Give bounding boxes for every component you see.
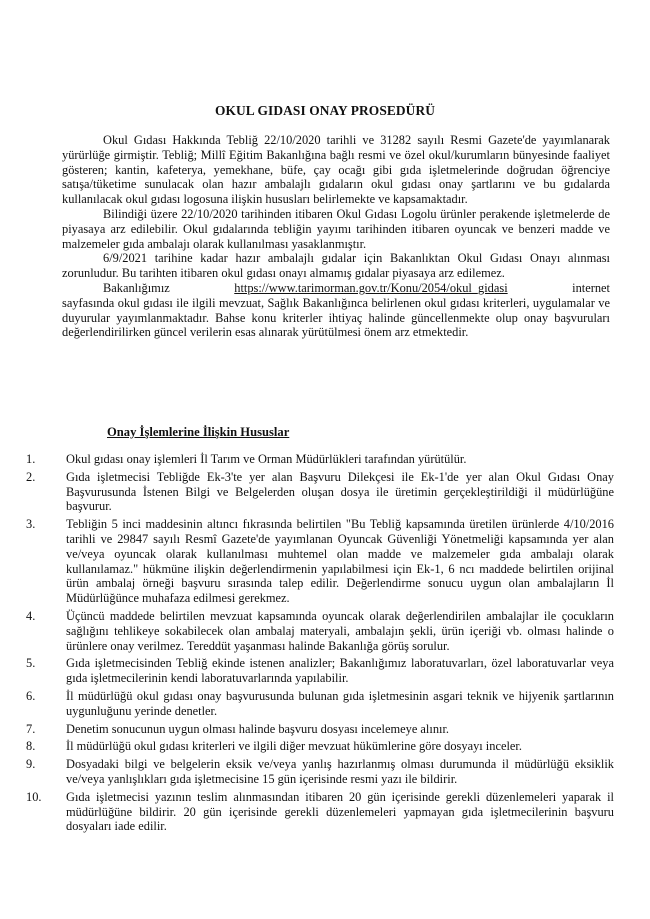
link-paragraph-rest: sayfasında okul gıdası ile ilgili mevzuat, Sağlık Bakanlığınca belirlenen okul gıdası kriterleri, uygulamalar ve duyurular yayımlanmaktadır. Bahse konu kriterler ihtiyaç halinde güncellenmekte olup onay başvuruları değerlendirilirken güncel verilerin esas alınarak yürütülmesi önem arz etmektedir. (62, 295, 610, 340)
list-item-text: İl müdürlüğü okul gıdası onay başvurusunda bulunan gıda işletmesinin asgari teknik ve hijyenik şartlarının uygunluğunu yerinde denetler. (66, 688, 614, 718)
list-item-number: 8. (26, 739, 36, 754)
list-item-text: Dosyadaki bilgi ve belgelerin eksik ve/veya yanlış hazırlanmış olması durumunda il müdürlüğü eksiklik ve/veya yanlışlıkları gıda işletmecisine 15 gün içerisinde resmi yazı ile bildirir. (66, 757, 614, 786)
website-link[interactable]: https://www.tarimorman.gov.tr/Konu/2054/okul_gidasi (234, 280, 508, 295)
list-item (26, 609, 614, 653)
list-item (26, 452, 614, 467)
list-item-number: 1. (26, 452, 36, 466)
list-item-text: Gıda işletmecisi Tebliğde Ek-3'te yer alan Başvuru Dilekçesi ile Ek-1'de yer alan Okul Gıdası Onay Başvurusunda İstenen Bilgi ve Belgelerden oluşan dosya ile üretimin gerçekleştirildiği il müdürlüğüne başvurur. (66, 469, 614, 514)
list-item (26, 517, 614, 606)
list-item-text: Gıda işletmecisinden Tebliğ ekinde istenen analizler; Bakanlığımız laboratuvarları, özel laboratuvarlar veya gıda işletmecilerinin kendi laboratuvarlarında yapılabilir. (66, 656, 614, 686)
intro-paragraph: Okul Gıdası Hakkında Tebliğ 22/10/2020 tarihli ve 31282 sayılı Resmi Gazete'de yayımlanarak yürürlüğe girmiştir. Tebliğ; Millî Eğitim Bakanlığına bağlı resmi ve özel okul/kurumların bünyesinde faaliyet gösteren; kantin, kafeterya, yemekhane, büfe, çay ocağı gibi gıda işletmelerinde doğrudan öğrenciye satışa/tüketime sunulacak olan hazır ambalajlı gıdaların okul gıdası onay şartlarını ve bu gıdalarda kullanılacak okul gıdası logosuna ilişkin hususları belirlemekte ve kapsamaktadır. (62, 133, 610, 207)
list-item-text: Tebliğin 5 inci maddesinin altıncı fıkrasında belirtilen "Bu Tebliğ kapsamında üretilen ürünlerde 4/10/2016 tarihli ve 29847 sayılı Resmî Gazete'de yayımlanan Oyuncak Güvenliği Yönetmeliği kapsamında yer alan ve/veya oyuncak olarak kullanılması muhtemel olan madde ve malzemeler gıda ambalajı olarak kullanılamaz." hükmüne ilişkin değerlendirmenin yapılabilmesi için Ek-1, 6 ncı maddede belirtilen orijinal ürün ambalaj örneği başvuru sırasında talep edilir. Değerlendirme sonucu uygun olan ambalajların İl Müdürlüğünce muhafaza edilmesi gerekmez. (66, 517, 614, 606)
list-item (26, 656, 614, 686)
link-lead-text: Bakanlığımız (103, 280, 170, 295)
list-item-number: 6. (26, 688, 36, 703)
list-item-number: 2. (26, 469, 36, 484)
list-item-number: 5. (26, 656, 36, 671)
list-item (26, 757, 614, 787)
list-item-text: Üçüncü maddede belirtilen mevzuat kapsamında oyuncak olarak değerlendirilen ambalajlar ile çocukların sağlığını tehlikeye sokabilecek olan ambalaj materyali, ambalajın şekli, ürün içeriği vb. olması halinde o ürünlere onay verilmez. Tereddüt yaşanması halinde Bakanlığa görüş sorulur. (66, 608, 614, 653)
list-item (26, 470, 614, 514)
list-item-text: Gıda işletmecisi yazının teslim alınmasından itibaren 20 gün içerisinde gerekli düzenlemeleri yaparak il müdürlüğüne bildirir. 20 gün içerisinde gerekli düzenlemeleri yapmayan gıda işletmecilerinin başvuru dosyaları iade edilir. (66, 789, 614, 834)
list-item-text: Okul gıdası onay işlemleri İl Tarım ve Orman Müdürlükleri tarafından yürütülür. (66, 452, 467, 466)
list-item-number: 7. (26, 721, 36, 736)
list-item-number: 4. (26, 608, 36, 623)
intro-section (62, 133, 610, 340)
list-item-number: 9. (26, 757, 36, 772)
intro-paragraph: 6/9/2021 tarihine kadar hazır ambalajlı gıdalar için Bakanlıktan Okul Gıdası Onayı alınması zorunludur. Bu tarihten itibaren okul gıdası onayı almamış gıdalar piyasaya arz edilemez. (62, 251, 610, 281)
list-item (26, 722, 614, 737)
intro-paragraph: Bilindiği üzere 22/10/2020 tarihinden itibaren Okul Gıdası Logolu ürünler perakende işletmelerde de piyasaya arz edilebilir. Okul gıdalarında tebliğin yayımı tarihinden itibaren oyuncak ve benzeri madde ve malzemeler gıda ambalajı olarak kullanılması yasaklanmıştır. (62, 206, 610, 251)
list-item (26, 790, 614, 834)
section-heading: Onay İşlemlerine İlişkin Hususlar (107, 425, 290, 439)
list-item (26, 739, 614, 754)
procedure-list (26, 452, 614, 837)
list-item-text: İl müdürlüğü okul gıdası kriterleri ve ilgili diğer mevzuat hükümlerine göre dosyayı inceler. (66, 739, 522, 754)
page-title: OKUL GIDASI ONAY PROSEDÜRÜ (215, 103, 435, 118)
link-paragraph-first-line (62, 281, 610, 296)
list-item (26, 689, 614, 719)
list-item-number: 3. (26, 517, 36, 532)
list-item-number: 10. (26, 789, 42, 804)
list-item-text: Denetim sonucunun uygun olması halinde başvuru dosyası incelemeye alınır. (66, 721, 449, 736)
link-after-text: internet (572, 280, 610, 295)
